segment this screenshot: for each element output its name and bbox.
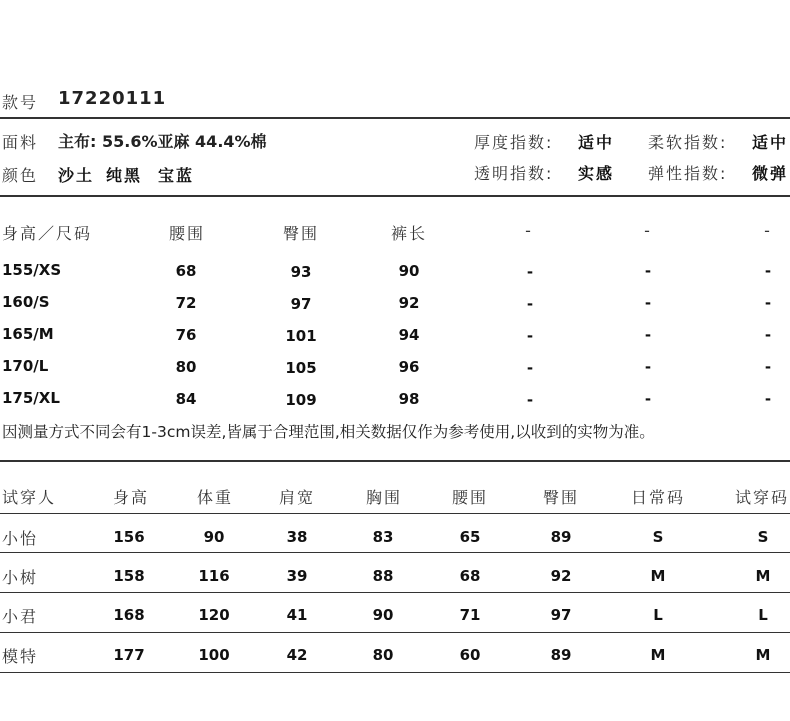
divider [0, 672, 790, 673]
size-cell: 90 [398, 262, 420, 280]
size-cell: 93 [290, 263, 312, 281]
fit-cell: M [755, 646, 771, 664]
fit-cell: 90 [372, 606, 394, 624]
size-row-label: 170/L [2, 357, 49, 375]
fit-cell: 156 [113, 528, 145, 546]
color-label: 颜色 [2, 166, 39, 185]
fit-cell: 65 [459, 528, 481, 546]
fit-row-person: 小怡 [2, 529, 39, 548]
divider [0, 552, 790, 553]
size-cell: - [764, 294, 772, 312]
softness-value: 适中 [752, 133, 789, 152]
size-header-blank-1: - [525, 221, 533, 240]
size-cell: 72 [175, 294, 197, 312]
fit-cell: 71 [459, 606, 481, 624]
fit-cell: M [650, 646, 666, 664]
size-cell: 76 [175, 326, 197, 344]
size-cell: 105 [285, 359, 317, 377]
size-cell: - [764, 390, 772, 408]
fit-cell: 89 [550, 528, 572, 546]
fit-cell: 80 [372, 646, 394, 664]
size-cell: - [644, 294, 652, 312]
size-row-label: 155/XS [2, 261, 62, 279]
color-value-1: 沙土 [58, 166, 95, 185]
fit-cell: 83 [372, 528, 394, 546]
divider [0, 460, 790, 462]
size-cell: 97 [290, 295, 312, 313]
fit-cell: 41 [286, 606, 308, 624]
fit-cell: 68 [459, 567, 481, 585]
size-header-hip: 臀围 [282, 224, 320, 243]
size-cell: - [526, 327, 534, 345]
fit-row-person: 小树 [2, 568, 39, 587]
fit-cell: M [755, 567, 771, 585]
size-header-waist: 腰围 [168, 224, 206, 243]
fit-header-person: 试穿人 [2, 488, 57, 507]
fit-cell: L [653, 606, 663, 624]
fit-header-shoulder: 肩宽 [278, 488, 316, 507]
fit-cell: 92 [550, 567, 572, 585]
divider [0, 117, 790, 119]
size-cell: 96 [398, 358, 420, 376]
thickness-value: 适中 [578, 133, 615, 152]
size-cell: - [526, 359, 534, 377]
size-row-label: 175/XL [2, 389, 60, 407]
fit-cell: 39 [286, 567, 308, 585]
size-cell: 101 [285, 327, 317, 345]
fit-cell: 168 [113, 606, 145, 624]
size-header-blank-3: - [764, 221, 772, 240]
fit-cell: 97 [550, 606, 572, 624]
fit-header-bust: 胸围 [365, 488, 403, 507]
fit-cell: 100 [198, 646, 230, 664]
transparency-label: 透明指数: [474, 164, 554, 183]
thickness-label: 厚度指数: [474, 133, 554, 152]
size-header-length: 裤长 [390, 224, 428, 243]
elasticity-label: 弹性指数: [648, 164, 728, 183]
softness-label: 柔软指数: [648, 133, 728, 152]
fit-header-hip: 臀围 [542, 488, 580, 507]
fit-cell: 42 [286, 646, 308, 664]
size-cell: - [644, 390, 652, 408]
fit-cell: L [758, 606, 768, 624]
fit-cell: S [652, 528, 664, 546]
size-cell: - [526, 295, 534, 313]
size-cell: - [764, 262, 772, 280]
size-cell: 84 [175, 390, 197, 408]
size-cell: 80 [175, 358, 197, 376]
fit-row-person: 小君 [2, 607, 39, 626]
transparency-value: 实感 [578, 164, 615, 183]
style-number-label: 款号 [2, 93, 39, 112]
fit-cell: 90 [203, 528, 225, 546]
fit-cell: 158 [113, 567, 145, 585]
divider [0, 632, 790, 633]
size-row-label: 165/M [2, 325, 54, 343]
fit-cell: 88 [372, 567, 394, 585]
divider [0, 195, 790, 197]
fabric-label: 面料 [2, 133, 39, 152]
fit-header-trial-size: 试穿码 [734, 488, 790, 507]
color-value-3: 宝蓝 [158, 166, 195, 185]
size-cell: 92 [398, 294, 420, 312]
style-number-value: 17220111 [58, 88, 167, 109]
fit-cell: 38 [286, 528, 308, 546]
size-cell: 68 [175, 262, 197, 280]
fit-cell: 120 [198, 606, 230, 624]
fit-cell: 177 [113, 646, 145, 664]
elasticity-value: 微弹 [752, 164, 789, 183]
fit-header-weight: 体重 [196, 488, 234, 507]
fit-header-waist: 腰围 [451, 488, 489, 507]
size-cell: - [526, 391, 534, 409]
size-cell: - [764, 326, 772, 344]
size-cell: - [526, 263, 534, 281]
size-cell: - [764, 358, 772, 376]
fit-header-daily-size: 日常码 [630, 488, 686, 507]
fit-cell: 89 [550, 646, 572, 664]
size-header-blank-2: - [644, 221, 652, 240]
fit-cell: S [757, 528, 769, 546]
size-cell: 94 [398, 326, 420, 344]
fit-cell: 60 [459, 646, 481, 664]
measurement-note: 因测量方式不同会有1-3cm误差,皆属于合理范围,相关数据仅作为参考使用,以收到的实物为准。 [2, 423, 655, 441]
fit-cell: 116 [198, 567, 230, 585]
size-header-height-size: 身高／尺码 [2, 224, 93, 243]
size-cell: - [644, 326, 652, 344]
size-cell: - [644, 358, 652, 376]
divider [0, 592, 790, 593]
size-cell: 109 [285, 391, 317, 409]
fabric-value: 主布: 55.6%亚麻 44.4%棉 [58, 132, 267, 151]
size-row-label: 160/S [2, 293, 50, 311]
size-cell: 98 [398, 390, 420, 408]
size-cell: - [644, 262, 652, 280]
color-value-2: 纯黑 [106, 166, 143, 185]
fit-cell: M [650, 567, 666, 585]
fit-row-person: 模特 [2, 647, 39, 666]
divider [0, 513, 790, 514]
fit-header-height: 身高 [112, 488, 150, 507]
